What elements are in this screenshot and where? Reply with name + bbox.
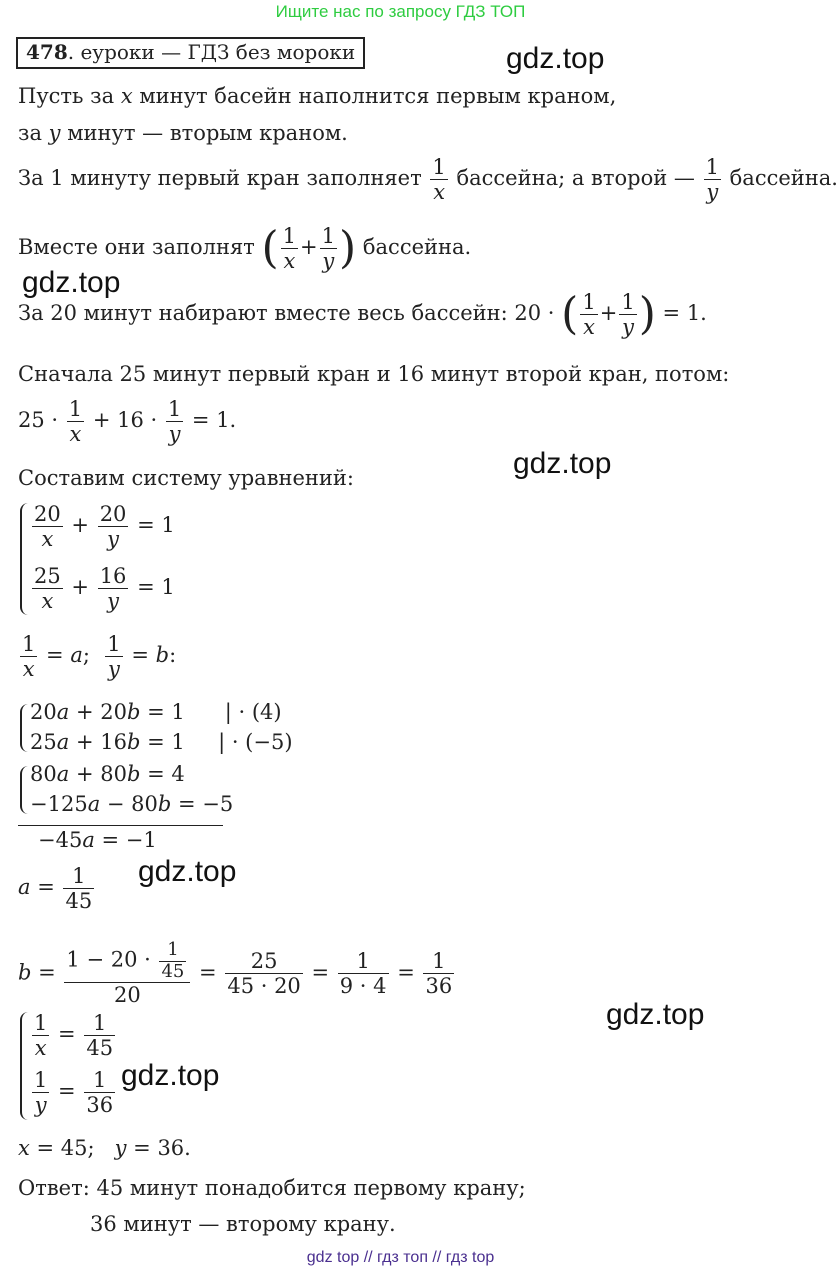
equation: $\frac{1}{y}$ = $\frac{1}{36}$ xyxy=(34,1068,114,1118)
solution-line: 25 · $\frac{1}{x}$ + 16 · $\frac{1}{y}$ = 1. xyxy=(18,397,237,447)
footer-links[interactable]: gdz top // гдз топ // гдз top xyxy=(306,1249,495,1266)
task-header xyxy=(16,37,365,69)
system-brace xyxy=(20,1012,28,1120)
system-brace xyxy=(20,766,28,814)
watermark: gdz.top xyxy=(513,447,612,480)
equation: 20a + 20b = 1 | · (4) xyxy=(30,700,282,724)
equation: $\frac{20}{x}$ + $\frac{20}{y}$ = 1 xyxy=(34,502,175,552)
equation: a = $\frac{1}{45}$ xyxy=(18,864,93,914)
solution-line: Составим систему уравнений: xyxy=(18,466,354,490)
answer-line: Ответ: 45 минут понадобится первому крану; xyxy=(18,1176,526,1200)
watermark: gdz.top xyxy=(138,855,237,888)
equation: b = 1 − 20 · $\frac{1}{45}$ 20 = $\frac{25}{45 \cdot 20}$ = $\frac{1}{9 \cdot 4}$ = $\frac{1}{36}$ xyxy=(18,939,453,1008)
result: x = 45; y = 36. xyxy=(18,1136,191,1160)
equation: 25a + 16b = 1 | · (−5) xyxy=(30,730,293,754)
equation: 80a + 80b = 4 xyxy=(30,762,185,786)
task-number: 478 xyxy=(26,40,68,64)
watermark: gdz.top xyxy=(121,1059,220,1092)
watermark: gdz.top xyxy=(22,266,121,299)
equation: $\frac{1}{x}$ = $\frac{1}{45}$ xyxy=(34,1011,114,1061)
solution-line: За 20 минут набирают вместе весь бассейн: 20 · ( $\frac{1}{x}$ + $\frac{1}{y}$ ) = 1. xyxy=(18,288,707,340)
system-brace xyxy=(20,704,28,752)
equation: $\frac{25}{x}$ + $\frac{16}{y}$ = 1 xyxy=(34,564,175,614)
solution-line: за y минут — вторым краном. xyxy=(18,121,348,145)
solution-line: Сначала 25 минут первый кран и 16 минут второй кран, потом: xyxy=(18,362,730,386)
watermark: gdz.top xyxy=(606,998,705,1031)
top-banner[interactable]: Ищите нас по запросу ГДЗ ТОП xyxy=(275,2,526,21)
solution-line: За 1 минуту первый кран заполняет $\frac{1}{x}$ бассейна; а второй — $\frac{1}{y}$ бассейна. xyxy=(18,155,838,205)
substitution: $\frac{1}{x}$ = a; $\frac{1}{y}$ = b: xyxy=(22,632,177,682)
answer-line: 36 минут — второму крану. xyxy=(90,1212,396,1236)
equation: −45a = −1 xyxy=(38,828,157,852)
watermark: gdz.top xyxy=(506,42,605,75)
equation: −125a − 80b = −5 xyxy=(30,792,234,816)
sum-rule xyxy=(18,825,223,826)
solution-line: Пусть за x минут басейн наполнится первым краном, xyxy=(18,84,617,108)
task-title: . еуроки — ГДЗ без мороки xyxy=(67,40,356,64)
solution-line: Вместе они заполнят ( $\frac{1}{x}$ + $\frac{1}{y}$ ) бассейна. xyxy=(18,222,472,274)
system-brace xyxy=(20,503,28,615)
